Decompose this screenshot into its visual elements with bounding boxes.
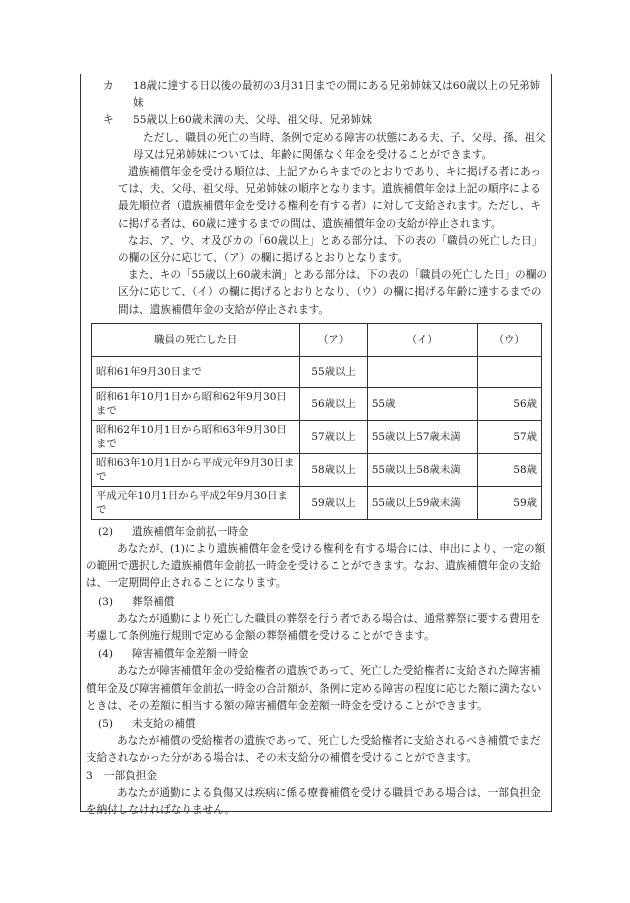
- list-item-ki: [86, 112, 548, 129]
- section-heading-4: [86, 646, 548, 663]
- table-cell-date: 昭和63年10月1日から平成元年9月30日まで: [92, 453, 300, 486]
- table-cell-u: 56歳: [477, 387, 541, 420]
- age-table: [91, 323, 542, 520]
- table-cell-u: 58歳: [477, 453, 541, 486]
- section-title: 葬祭補償: [132, 595, 175, 608]
- table-cell-a: 57歳以上: [300, 420, 367, 453]
- table-cell-date: 昭和62年10月1日から昭和63年9月30日まで: [92, 420, 300, 453]
- table-cell-i: 55歳以上57歳未満: [367, 420, 477, 453]
- section-body: あなたが補償の受給権者の遺族であって、死亡した受給権者に支給されるべき補償でまだ支給されなかった分がある場合は、その未支給分の補償を受けることができます。: [86, 735, 541, 765]
- list-label: カ: [103, 80, 114, 92]
- list-text: 55歳以上60歳未満の夫、父母、祖父母、兄弟姉妹: [133, 114, 372, 127]
- table-header: 職員の死亡した日: [92, 323, 300, 356]
- paragraph-order: 遺族補償年金を受ける順位は、上記アからキまでのとおりであり、キに掲げる者にあっては、夫、父母、祖父母、兄弟姉妹の順序となります。遺族補償年金は上記の順序による最先順位者（遺族補償年金を受ける権利を有する者）に対して支給されます。ただし、キに掲げる者は、60歳に達するまでの間は、遺族補償年金の支給が停止されます。: [118, 166, 542, 230]
- section-number: (2): [98, 525, 114, 538]
- table-cell-i: 55歳以上58歳未満: [367, 453, 477, 486]
- table-cell-date: 昭和61年10月1日から昭和62年9月30日まで: [92, 387, 300, 420]
- table-cell-u: 57歳: [477, 420, 541, 453]
- section-title: 遺族補償年金前払一時金: [132, 525, 249, 538]
- table-cell-date: 昭和61年9月30日まで: [92, 356, 300, 387]
- section-body: あなたが通勤により死亡した職員の葬祭を行う者である場合は、通常葬祭に要する費用を考慮して条例施行規則で定める金額の葬祭補償を受けることができます。: [86, 612, 541, 643]
- table-header-row: [92, 323, 542, 356]
- section-heading-3: [86, 594, 548, 611]
- list-label: キ: [103, 114, 114, 127]
- section-body: あなたが、(1)により遺族補償年金を受ける権利を有する場合には、申出により、一定の額の範囲で選択した遺族補償年金前払一時金を受けることができます。なお、遺族補償年金の支給は、一定期間停止されることになります。: [86, 543, 546, 590]
- table-row: [92, 387, 542, 420]
- table-cell-u: 59歳: [477, 486, 541, 519]
- paragraph-note-2: また、キの「55歳以上60歳未満」とある部分は、下の表の「職員の死亡した日」の欄の区分に応じて、（イ）の欄に掲げるとおりとなり、（ウ）の欄に掲げる年齢に達するまでの間は、遺族補償年金の支給が停止されます。: [118, 269, 547, 316]
- section-title: 一部負担金: [104, 769, 157, 782]
- section-heading-2: [86, 524, 548, 541]
- section-heading-main-3: [86, 768, 548, 785]
- table-header: （ア）: [300, 323, 367, 356]
- section-number: (4): [98, 648, 114, 661]
- table-row: [92, 453, 542, 486]
- table-cell-a: 56歳以上: [300, 387, 367, 420]
- table-cell-date: 平成元年10月1日から平成2年9月30日まで: [92, 486, 300, 519]
- section-body: あなたが通勤による負傷又は疾病に係る療養補償を受ける職員である場合は、一部負担金を納付しなければなりません。: [86, 786, 541, 817]
- table-row: [92, 486, 542, 519]
- table-cell-i: 55歳以上59歳未満: [367, 486, 477, 519]
- section-title: 未支給の補償: [132, 718, 196, 731]
- section-body: あなたが障害補償年金の受給権者の遺族であって、死亡した受給権者に支給された障害補償年金及び障害補償年金前払一時金の合計額が、条例に定める障害の程度に応じた額に満たないときは、その差額に相当する額の障害補償年金差額一時金を受けることができます。: [86, 665, 542, 712]
- table-header: （イ）: [367, 323, 477, 356]
- table-cell-a: 55歳以上: [300, 356, 367, 387]
- table-cell-i: 55歳: [367, 387, 477, 420]
- paragraph-ki-note: ただし、職員の死亡の当時、条例で定める障害の状態にある夫、子、父母、孫、祖父母又は兄弟姉妹については、年齢に関係なく年金を受けることができます。: [133, 131, 546, 161]
- section-number: (5): [98, 718, 114, 731]
- section-number: (3): [98, 595, 114, 608]
- table-cell-i: [367, 356, 477, 387]
- table-header: （ウ）: [477, 323, 541, 356]
- paragraph-note-1: なお、ア、ウ、オ及びカの「60歳以上」とある部分は、下の表の「職員の死亡した日」の欄の区分に応じて、（ア）の欄に掲げるとおりとなります。: [118, 234, 543, 265]
- section-title: 障害補償年金差額一時金: [132, 648, 249, 661]
- table-row: [92, 420, 542, 453]
- table-row: [92, 356, 542, 387]
- document-body: [86, 78, 548, 819]
- section-heading-5: [86, 716, 548, 733]
- table-cell-u: [477, 356, 541, 387]
- section-number: 3: [86, 769, 93, 782]
- table-cell-a: 58歳以上: [300, 453, 367, 486]
- list-item-ka: [86, 78, 548, 112]
- list-text: 18歳に達する日以後の最初の3月31日までの間にある兄弟姉妹又は60歳以上の兄弟姉妹: [133, 80, 541, 110]
- table-cell-a: 59歳以上: [300, 486, 367, 519]
